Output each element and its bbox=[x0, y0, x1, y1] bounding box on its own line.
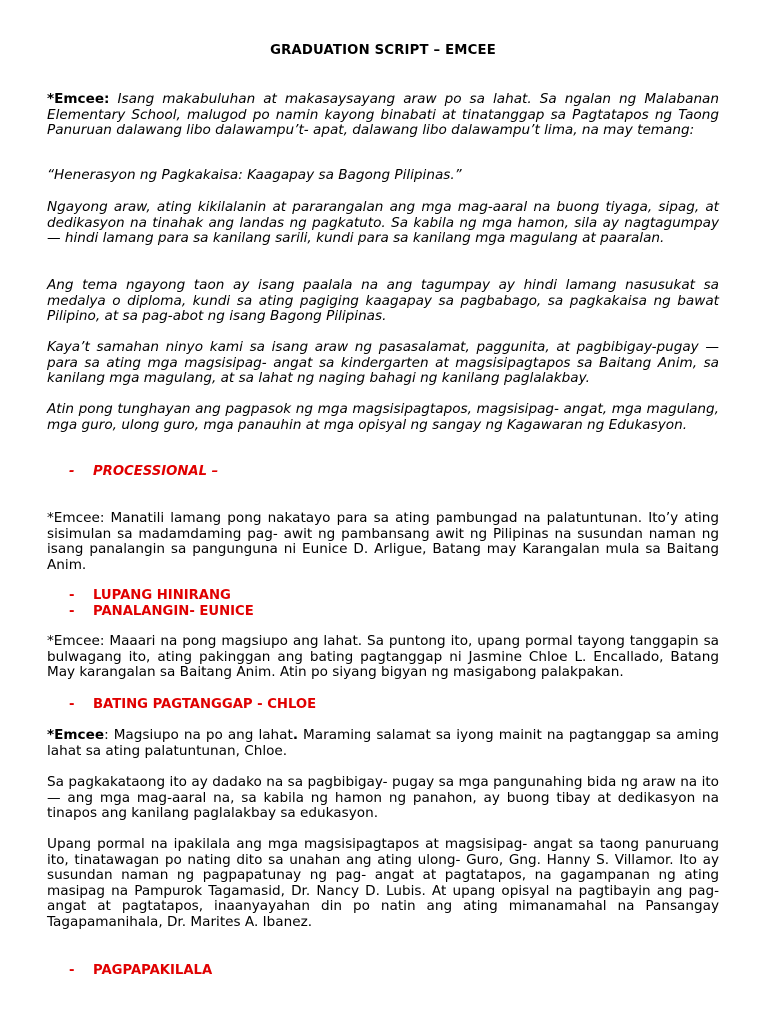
period: . bbox=[292, 727, 299, 743]
page-title: GRADUATION SCRIPT – EMCEE bbox=[270, 43, 496, 58]
cue-processional bbox=[69, 464, 218, 480]
cue-label: PROCESSIONAL – bbox=[93, 464, 219, 479]
cue-dash: - bbox=[69, 604, 75, 619]
theme-line: “Henerasyon ng Pagkakaisa: Kaagapay sa Bagong Pilipinas.” bbox=[47, 167, 462, 183]
cue-pagpapakilala bbox=[69, 963, 212, 979]
speaker-label: *Emcee: bbox=[47, 91, 110, 107]
opening-paragraph-2: Ngayong araw, ating kikilalanin at pararangalan ang mga mag-aaral na buong tiyaga, sipag, at dedikasyon na tinahak ang landas ng pagkatuto. Sa kabila ng mga hamon, sila ay nagtagumpay — hindi lamang para sa kanilang sarili, kundi para sa kanilang mga magulang at paaralan. bbox=[47, 199, 719, 246]
cue-label: PANALANGIN- EUNICE bbox=[93, 604, 254, 619]
emcee-paragraph-6: Upang pormal na ipakilala ang mga magsisipagtapos at magsisipag- angat sa taong panuruang ito, tinatawagan po nating dito sa unahan ang ating ulong- Guro, Gng. Hanny S. Villamor. Ito ay susundan naman ng pagpapatunay ng pag- angat at pagtatapos, na gagampanan ng ating masipag na Pampurok Tagamasid, Dr. Nancy D. Lubis. At upang opisyal na pagtibayin ang pag- angat at pagtatapos, inaanyayahan din po natin ang ating mimanamahal na Pansangay Tagapamanihala, Dr. Marites A. Ibanez. bbox=[47, 836, 719, 930]
cue-label: BATING PAGTANGGAP - CHLOE bbox=[93, 697, 317, 712]
cue-lupang-hinirang bbox=[69, 588, 231, 604]
emcee-paragraph-4 bbox=[47, 728, 719, 759]
cue-bating-pagtanggap bbox=[69, 697, 316, 713]
cue-panalangin bbox=[69, 604, 254, 620]
cue-dash: - bbox=[69, 697, 75, 712]
emcee-paragraph-5: Sa pagkakataong ito ay dadako na sa pagbibigay- pugay sa mga pangunahing bida ng araw na ito — ang mga mag-aaral na, sa kabila ng hamon ng panahon, ay buong tibay at dedikasyon na tinapos ang kanilang paglalakbay sa edukasyon. bbox=[47, 774, 719, 821]
opening-text: Isang makabuluhan at makasaysayang araw po sa lahat. Sa ngalan ng Malabanan Elementary School, malugod po namin kayong binabati at tinatanggap sa Pagtatapos ng Taong Panuruan dalawang libo dalawampu’t- apat, dalawang libo dalawampu’t lima, na may temang: bbox=[47, 91, 719, 138]
emcee-text: Maraming salamat sa iyong mainit na pagtanggap sa aming lahat sa ating palatuntunan, Chloe. bbox=[47, 727, 719, 759]
cue-dash: - bbox=[69, 464, 75, 479]
opening-paragraph bbox=[47, 92, 719, 139]
speaker-label: *Emcee bbox=[47, 727, 105, 743]
emcee-paragraph-2: *Emcee: Manatili lamang pong nakatayo para sa ating pambungad na palatuntunan. Ito’y ating sisimulan sa madamdaming pag- awit ng pambansang awit ng Pilipinas na susundan naman ng isang panalangin sa pangunguna ni Eunice D. Arligue, Batang may Karangalan mula sa Baitang Anim. bbox=[47, 510, 719, 573]
opening-paragraph-4: Kaya’t samahan ninyo kami sa isang araw ng pasasalamat, paggunita, at pagbibigay-pugay — para sa ating mga magsisipag- angat sa kindergarten at magsisipagtapos sa Baitang Anim, sa kanilang mga magulang, at sa lahat ng naging bahagi ng kanilang paglalakbay. bbox=[47, 339, 719, 386]
cue-label: PAGPAPAKILALA bbox=[93, 963, 213, 978]
emcee-paragraph-3: *Emcee: Maaari na pong magsiupo ang lahat. Sa puntong ito, upang pormal tayong tanggapin sa bulwagang ito, ating pakinggan ang bating pagtanggap ni Jasmine Chloe L. Encallado, Batang May karangalan sa Baitang Anim. Atin po siyang bigyan ng masigabong palakpakan. bbox=[47, 633, 719, 680]
opening-paragraph-5: Atin pong tunghayan ang pagpasok ng mga magsisipagtapos, magsisipag- angat, mga magulang, mga guro, ulong guro, mga panauhin at mga opisyal ng sangay ng Kagawaran ng Edukasyon. bbox=[47, 401, 719, 433]
cue-dash: - bbox=[69, 588, 75, 603]
emcee-text: : Magsiupo na po ang lahat bbox=[104, 727, 293, 743]
cue-dash: - bbox=[69, 963, 75, 978]
cue-label: LUPANG HINIRANG bbox=[93, 588, 231, 603]
opening-paragraph-3: Ang tema ngayong taon ay isang paalala na ang tagumpay ay hindi lamang nasusukat sa medalya o diploma, kundi sa ating pagiging kaagapay sa pagbabago, sa pagkakaisa ng bawat Pilipino, at sa pag-abot ng isang Bagong Pilipinas. bbox=[47, 277, 719, 324]
